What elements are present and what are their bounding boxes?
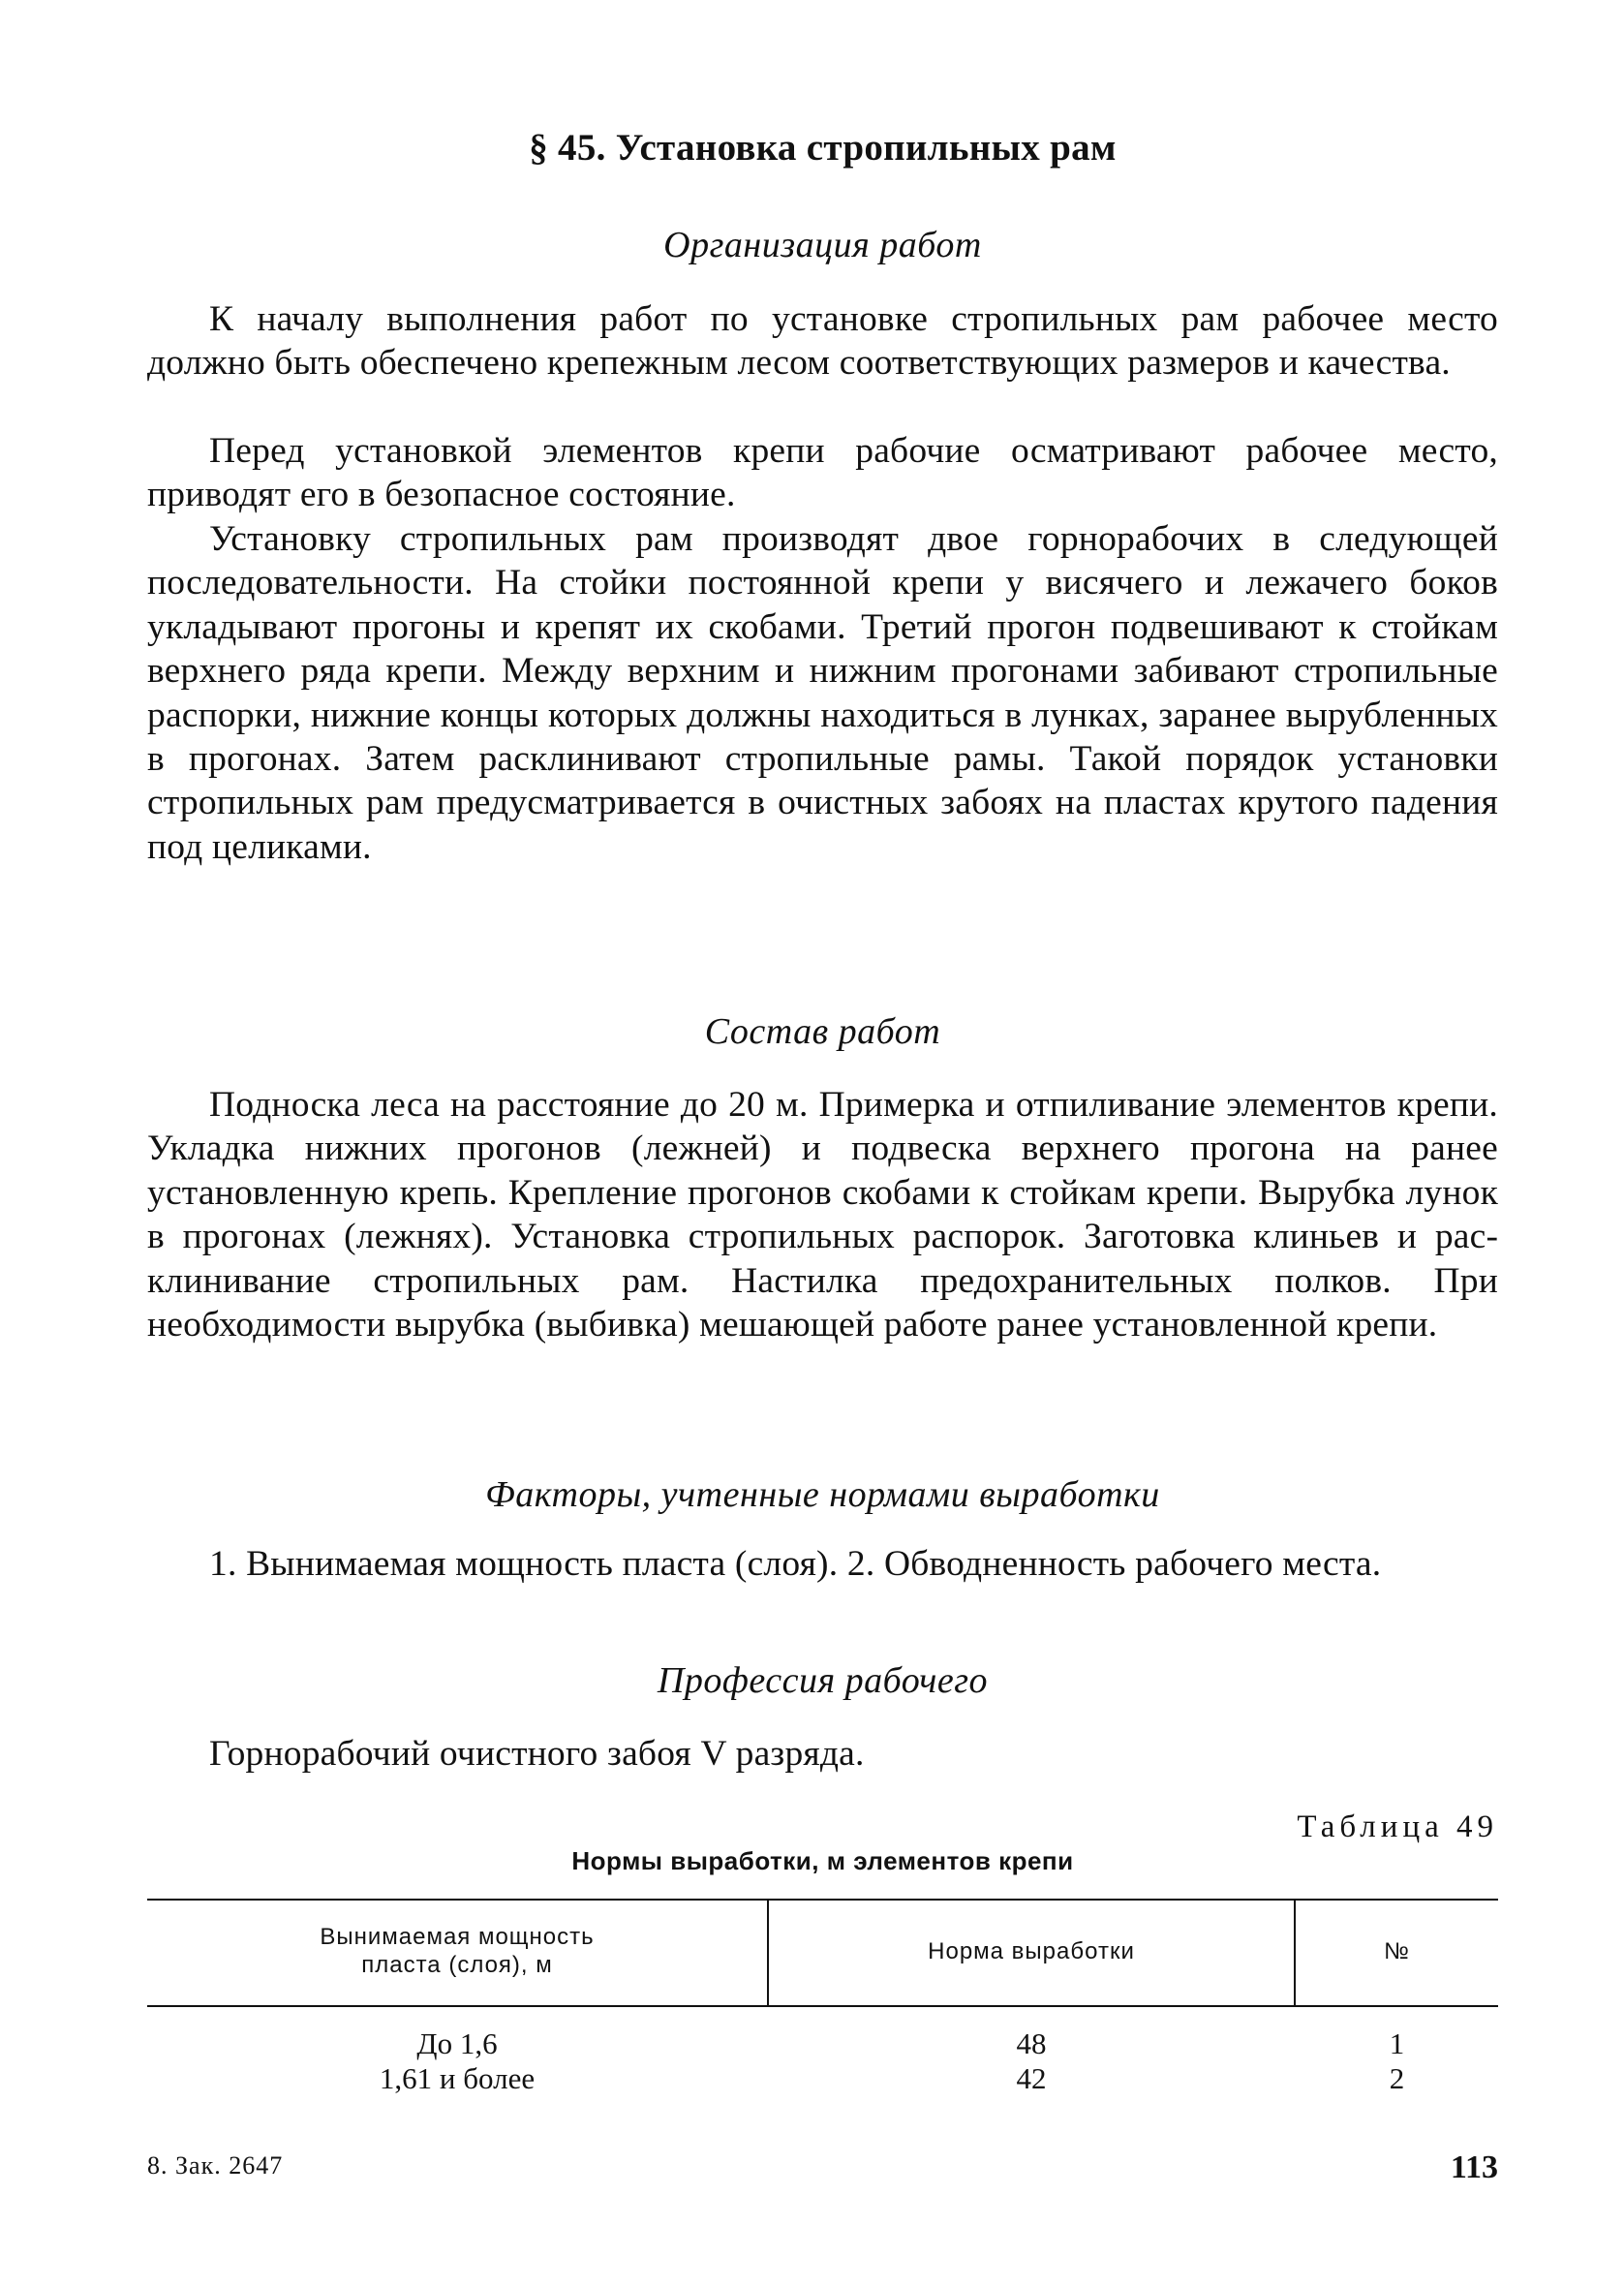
cell-thickness: 1,61 и более	[379, 2061, 536, 2095]
factors-heading: Факторы, учтенные нормами выработки	[485, 1474, 1160, 1515]
cell-number: 2	[1389, 2061, 1405, 2095]
organization-paragraph-2: Перед установкой элементов крепи рабочие осматривают рабочее место, приводят его в безопасное состояние.	[147, 431, 1498, 515]
table-label: Таблица 49	[1297, 1809, 1498, 1844]
factors-paragraph: 1. Вынимаемая мощность пласта (слоя). 2. Обводненность рабочего места.	[209, 1544, 1382, 1584]
cell-norm: 42	[1016, 2061, 1047, 2095]
table-header-rule	[147, 2005, 1498, 2007]
cell-number: 1	[1389, 2026, 1405, 2060]
composition-paragraph: Подноска леса на расстояние до 20 м. Примерка и отпиливание элементов крепи. Укладка нижних прогонов (лежней) и подвеска верхнего прогона на ранее установленную крепь. Крепление прогонов скобами к стойкам крепи. Вырубка лунок в прогонах (лежнях). Установка стропильных распорок. Заготовка клиньев и расклинивание стропильных рам. Настилка предохранительных полков. При необходимости вырубка (выбивка) мешающей работе ранее установленной крепи.	[147, 1085, 1498, 1345]
section-title: § 45. Установка стропильных рам	[529, 127, 1117, 169]
footer-order-number: 8. Зак. 2647	[147, 2151, 284, 2180]
composition-heading: Состав работ	[704, 1011, 941, 1052]
column-header-thickness-line1: Вынимаемая мощность	[320, 1924, 595, 1950]
organization-paragraph-1: К началу выполнения работ по установке стропильных рам рабочее место должно быть обеспечено крепежным лесом соответствующих размеров и качества.	[147, 299, 1498, 384]
page-number: 113	[1450, 2149, 1498, 2185]
organization-heading: Организация работ	[663, 225, 982, 265]
column-header-thickness-line2: пласта (слоя), м	[361, 1952, 553, 1978]
organization-paragraph-3: Установку стропильных рам производят двое горнорабочих в следующей последовательности. На стойки постоянной крепи у висячего и лежачего боков укладывают прогоны и крепят их скобами. Третий прогон подвешивают к стойкам верхнего ряда крепи. Между верхним и нижним прогонами забивают стропильные распорки, нижние концы которых должны находиться в лунках, заранее вырубленных в прогонах. Затем расклинивают стропильные рамы. Такой порядок установки стропильных рам предусматривается в очистных забоях на пластах крутого падения под целиками.	[147, 519, 1498, 867]
cell-norm: 48	[1016, 2026, 1047, 2060]
column-header-thickness	[147, 1923, 767, 1979]
document-page	[147, 0, 1498, 2288]
cell-thickness: До 1,6	[416, 2026, 498, 2060]
column-header-norm: Норма выработки	[928, 1938, 1135, 1964]
profession-paragraph: Горнорабочий очистного забоя V разряда.	[209, 1734, 865, 1774]
profession-heading: Профессия рабочего	[657, 1660, 989, 1701]
column-header-number: №	[1384, 1938, 1410, 1964]
table-title: Нормы выработки, м элементов крепи	[571, 1846, 1074, 1875]
